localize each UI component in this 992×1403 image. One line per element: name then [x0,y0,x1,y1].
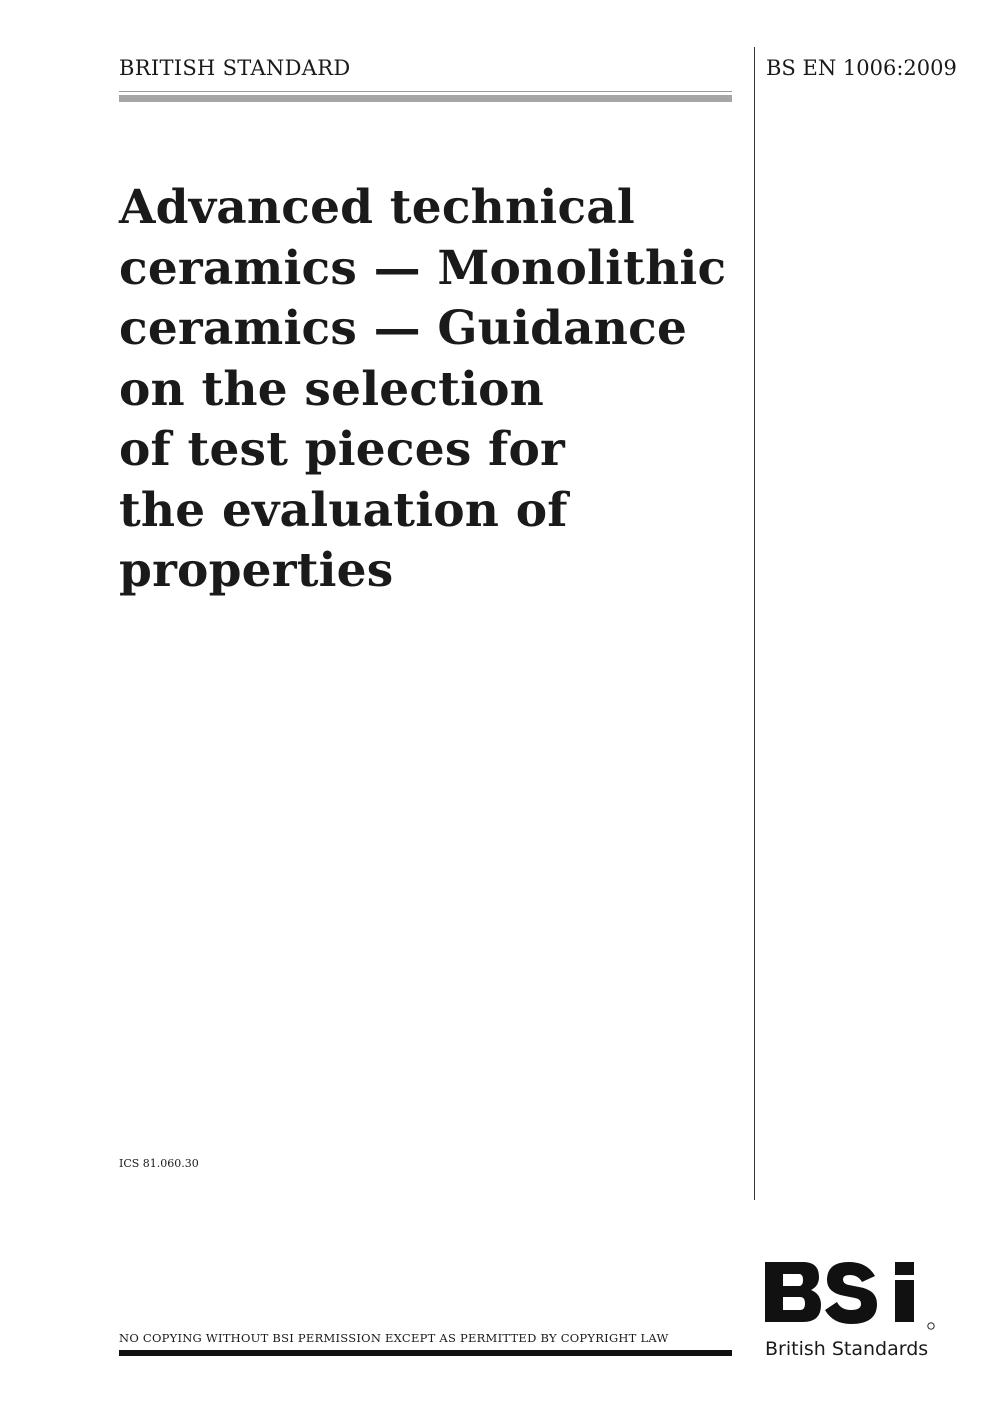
title-line: the evaluation of [119,482,568,538]
vertical-divider [754,47,755,1200]
title-line: ceramics — Monolithic [119,240,727,296]
header-rule-thin [119,91,732,92]
title-line: properties [119,543,394,598]
header-publisher-label: BRITISH STANDARD [119,56,351,80]
title-line: on the selection [119,361,545,417]
title-line: ceramics — Guidance [119,301,688,356]
title-line: Advanced technical [119,180,635,235]
header-standard-number: BS EN 1006:2009 [766,56,957,80]
ics-code: ICS 81.060.30 [119,1157,199,1170]
footer-rule [119,1350,732,1356]
bsi-wordmark-icon [763,1260,938,1335]
copyright-notice: NO COPYING WITHOUT BSI PERMISSION EXCEPT AS PERMITTED BY COPYRIGHT LAW [119,1331,669,1345]
document-title [119,178,744,602]
title-line: of test pieces for [119,422,565,477]
bsi-logo-caption: British Standards [765,1338,929,1360]
header-rule-thick [119,95,732,102]
